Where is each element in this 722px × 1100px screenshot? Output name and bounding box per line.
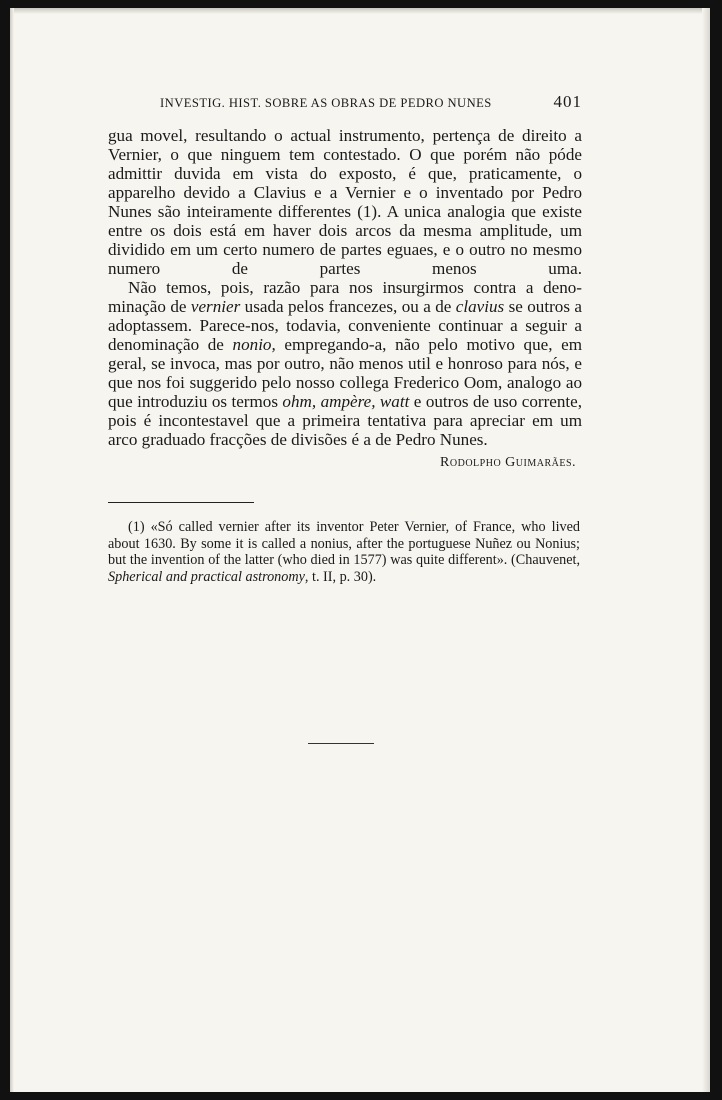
term-clavius: clavius	[455, 297, 505, 316]
footnote-number: (1)	[128, 519, 145, 535]
paragraph-2-text-a: Não temos, pois, razão para nos insurgirmos contra a denominação de	[108, 278, 582, 316]
footnote-book-title: Spherical and practical astronomy	[108, 568, 305, 585]
page-number: 401	[553, 92, 582, 111]
section-end-rule	[308, 743, 374, 744]
term-nonio: nonio,	[232, 335, 276, 354]
footnote-text-a: «Só called vernier after its inventor Peter Vernier, of France, who lived about 1630. By some it is called a nonius, after the portuguese Nuñez ou Nonius; but the invention of the latter (who died in 1577) was quite different». (Chauvenet,	[108, 519, 580, 568]
page-header	[160, 92, 582, 112]
scan-shadow-left	[10, 8, 14, 1092]
footnote-1	[108, 519, 580, 585]
terms-units: ohm, ampère, watt	[282, 392, 410, 411]
footnote-rule	[108, 502, 254, 503]
paragraph-2-text-d: empregando-a, não pelo motivo que, em geral, se invoca, mas por outro, não menos util e honroso para nós, e que nos foi suggerido pelo nosso collega Frederico Oom, analogo ao que introduziu os termos	[108, 335, 583, 411]
paragraph-2	[108, 278, 582, 449]
scan-shadow-top	[10, 8, 710, 14]
scan-shadow-right	[702, 8, 710, 1092]
paragraph-1: gua movel, resultando o actual instrumento, pertença de direito a Vernier, o que ninguem tem contestado. O que porém não póde admittir duvida em vista do exposto, é que, praticamente, o apparelho devido a Clavius e a Vernier e o inventado por Pedro Nunes são inteiramente differentes (1). A unica analogia que existe entre os dois está em haver dois arcos da mesma amplitude, um dividido em um certo numero de partes eguaes, e o outro no mesmo numero de partes menos uma.	[108, 126, 582, 278]
paragraph-2-text-b: usada pelos francezes, ou a de	[240, 297, 456, 316]
term-vernier: vernier	[190, 297, 241, 316]
author-signature: Rodolpho Guimarães.	[440, 455, 576, 470]
footnote-text-b: , t. II, p. 30).	[304, 568, 377, 585]
running-head: INVESTIG. HIST. SOBRE AS OBRAS DE PEDRO NUNES	[160, 96, 492, 110]
book-page	[10, 8, 710, 1092]
paragraph-2-text-e: e outros de uso corrente, pois é incontestavel que a primeira tentativa para apreciar em um arco graduado fracções de divisões é a de Pedro Nunes.	[108, 392, 582, 449]
main-text	[108, 126, 582, 471]
paragraph-2-text-c: se outros a adoptassem. Parece-nos, todavia, conveniente continuar a seguir a denominação de	[108, 297, 582, 354]
